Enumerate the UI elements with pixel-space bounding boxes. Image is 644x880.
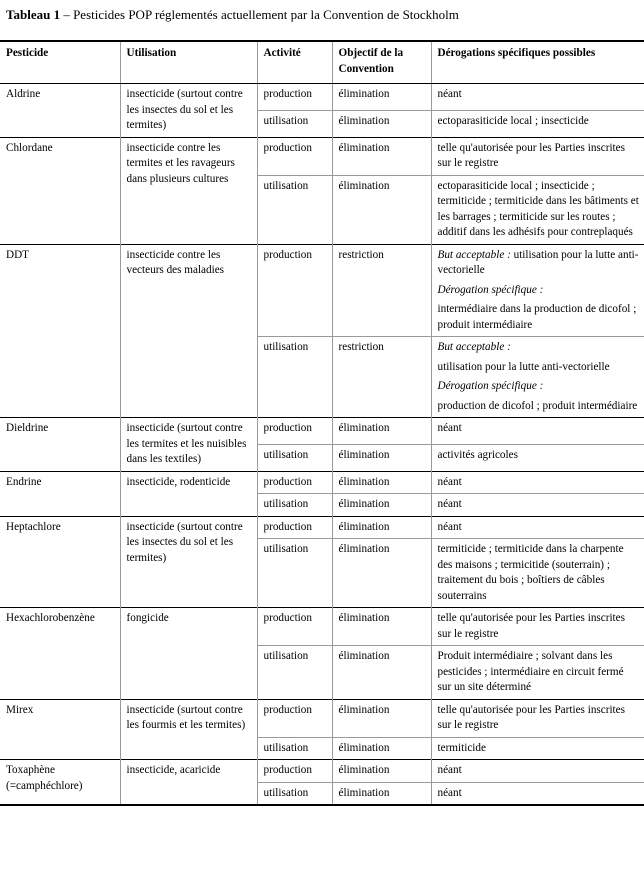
pesticide-name: Chlordane xyxy=(0,137,120,244)
pesticide-use: insecticide contre les termites et les ravageurs dans plusieurs cultures xyxy=(120,137,257,244)
derogation: néant xyxy=(431,84,644,111)
objective: élimination xyxy=(332,516,431,539)
activity: production xyxy=(257,516,332,539)
derogation-label: But acceptable : xyxy=(437,248,511,261)
pesticide-name: Mirex xyxy=(0,699,120,760)
objective: élimination xyxy=(332,444,431,471)
pesticide-name: Toxaphène (=camphéchlore) xyxy=(0,760,120,806)
objective: élimination xyxy=(332,84,431,111)
derogation-text: utilisation pour la lutte anti-vectorielle xyxy=(437,360,610,373)
derogation-label: But acceptable : xyxy=(437,341,511,353)
pesticide-name: Endrine xyxy=(0,471,120,516)
derogation: telle qu'autorisée pour les Parties inscrites sur le registre xyxy=(431,699,644,737)
objective: élimination xyxy=(332,782,431,805)
activity: utilisation xyxy=(257,539,332,608)
table-row xyxy=(0,137,644,175)
derogation xyxy=(431,244,644,337)
pesticide-use: fongicide xyxy=(120,608,257,700)
derogation-text: production de dicofol ; produit intermédiaire xyxy=(437,399,638,412)
objective: élimination xyxy=(332,760,431,783)
pesticide-use: insecticide, acaricide xyxy=(120,760,257,806)
pesticide-use: insecticide (surtout contre les fourmis et les termites) xyxy=(120,699,257,760)
derogation: néant xyxy=(431,494,644,517)
table-row xyxy=(0,608,644,646)
header-derogations: Dérogations spécifiques possibles xyxy=(431,41,644,84)
objective: élimination xyxy=(332,471,431,494)
table-caption xyxy=(6,7,459,23)
activity: production xyxy=(257,608,332,646)
derogation: termiticide ; termiticide dans la charpente des maisons ; termicitide (souterrain) ; traitement du bois ; boîtiers de câbles souterrains xyxy=(431,539,644,608)
derogation: activités agricoles xyxy=(431,444,644,471)
objective: élimination xyxy=(332,494,431,517)
derogation-label: Dérogation spécifique : xyxy=(437,380,544,392)
derogation: néant xyxy=(431,516,644,539)
objective: élimination xyxy=(332,137,431,175)
table-row xyxy=(0,84,644,111)
objective: élimination xyxy=(332,418,431,445)
objective: restriction xyxy=(332,244,431,337)
derogation: telle qu'autorisée pour les Parties inscrites sur le registre xyxy=(431,608,644,646)
objective: élimination xyxy=(332,539,431,608)
objective: élimination xyxy=(332,110,431,137)
objective: restriction xyxy=(332,337,431,418)
derogation: termiticide xyxy=(431,737,644,760)
pesticides-table xyxy=(0,40,644,806)
objective: élimination xyxy=(332,699,431,737)
activity: production xyxy=(257,471,332,494)
derogation: néant xyxy=(431,760,644,783)
activity: production xyxy=(257,418,332,445)
table-caption-text: – Pesticides POP réglementés actuellement par la Convention de Stockholm xyxy=(60,7,459,22)
pesticide-name: DDT xyxy=(0,244,120,418)
pesticide-use: insecticide (surtout contre les insectes du sol et les termites) xyxy=(120,84,257,138)
activity: production xyxy=(257,137,332,175)
derogation-label: Dérogation spécifique : xyxy=(437,283,544,296)
header-pesticide: Pesticide xyxy=(0,41,120,84)
objective: élimination xyxy=(332,608,431,646)
pesticide-name: Aldrine xyxy=(6,88,41,100)
table-row xyxy=(0,244,644,337)
activity: utilisation xyxy=(257,110,332,137)
derogation-text: intermédiaire dans la production de dicofol ; produit intermédiaire xyxy=(437,303,637,331)
pesticide-name: Dieldrine xyxy=(0,418,120,472)
table-row xyxy=(0,699,644,737)
derogation: Produit intermédiaire ; solvant dans les pesticides ; intermédiaire en circuit fermé sur un site déterminé xyxy=(431,646,644,700)
table-row xyxy=(0,471,644,494)
header-utilisation: Utilisation xyxy=(120,41,257,84)
derogation-para xyxy=(438,248,641,279)
table-row xyxy=(0,418,644,445)
derogation-text: utilisation pour la lutte anti-vectorielle xyxy=(437,248,639,276)
derogation: néant xyxy=(431,782,644,805)
activity: utilisation xyxy=(257,444,332,471)
header-objectif: Objectif de la Convention xyxy=(332,41,431,84)
table-row xyxy=(0,516,644,539)
derogation: telle qu'autorisée pour les Parties inscrites sur le registre xyxy=(431,137,644,175)
table-caption-number: Tableau 1 xyxy=(6,7,61,22)
activity: utilisation xyxy=(257,175,332,244)
pesticide-use: insecticide (surtout contre les termites et les nuisibles dans les textiles) xyxy=(120,418,257,472)
objective: élimination xyxy=(332,646,431,700)
activity: production xyxy=(257,699,332,737)
activity: utilisation xyxy=(257,337,332,418)
objective: élimination xyxy=(332,737,431,760)
derogation: néant xyxy=(431,418,644,445)
pesticide-name: Heptachlore xyxy=(0,516,120,608)
activity: utilisation xyxy=(257,782,332,805)
derogation: ectoparasiticide local ; insecticide ; termiticide ; termiticide dans les bâtiments et les barrages ; termiticide sur les routes ; additif dans les adhésifs pour contreplaqués xyxy=(431,175,644,244)
objective: élimination xyxy=(332,175,431,244)
table-row xyxy=(0,760,644,783)
derogation: néant xyxy=(431,471,644,494)
pesticide-name: Hexachlorobenzène xyxy=(0,608,120,700)
table-header-row xyxy=(0,41,644,84)
activity: production xyxy=(257,84,332,111)
header-activite: Activité xyxy=(257,41,332,84)
derogation xyxy=(431,337,644,418)
activity: production xyxy=(257,760,332,783)
pesticide-use: insecticide, rodenticide xyxy=(120,471,257,516)
pesticide-use: insecticide (surtout contre les insectes du sol et les termites) xyxy=(120,516,257,608)
activity: production xyxy=(257,244,332,337)
activity: utilisation xyxy=(257,494,332,517)
derogation: ectoparasiticide local ; insecticide xyxy=(431,110,644,137)
activity: utilisation xyxy=(257,737,332,760)
pesticide-use: insecticide contre les vecteurs des maladies xyxy=(120,244,257,418)
activity: utilisation xyxy=(257,646,332,700)
